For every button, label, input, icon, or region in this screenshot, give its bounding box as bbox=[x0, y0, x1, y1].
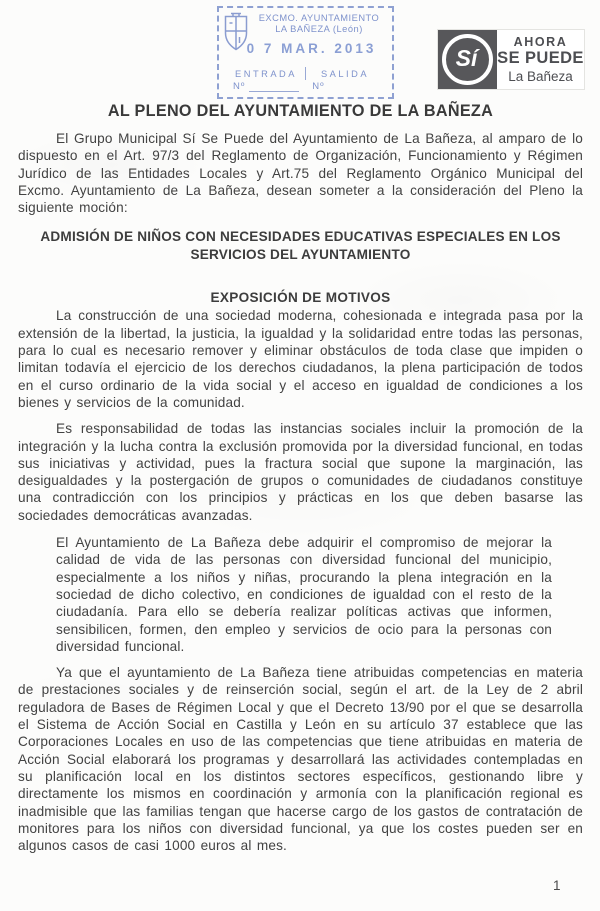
stamp-organization bbox=[249, 13, 389, 35]
stamp-entrada-number-label: Nº bbox=[233, 81, 246, 92]
stamp-entrada-label: ENTRADA bbox=[235, 68, 297, 79]
stamp-entrada-salida-row bbox=[227, 67, 384, 80]
si-badge-icon bbox=[438, 30, 497, 89]
logo-line-la-baneza: La Bañeza bbox=[508, 68, 573, 84]
document-title: AL PLENO DEL AYUNTAMIENTO DE LA BAÑEZA bbox=[107, 102, 494, 120]
motion-heading: ADMISIÓN DE NIÑOS CON NECESIDADES EDUCATIVAS ESPECIALES EN LOS SERVICIOS DEL AYUNTAMIENTO bbox=[40, 229, 561, 262]
logo-line-se-puede: SE PUEDE bbox=[497, 49, 584, 68]
stamp-entrada-number-blank bbox=[249, 82, 299, 92]
stamp-date: 0 7 MAR. 2013 bbox=[246, 41, 377, 56]
page-number: 1 bbox=[553, 878, 561, 893]
si-badge-circle bbox=[442, 34, 493, 85]
si-se-puede-logo bbox=[437, 29, 585, 90]
body-paragraph-2: Es responsabilidad de todas las instancias sociales incluir la promoción de la integración y la lucha contra la exclusión promovida por la diversidad funcional, en todas sus iniciativas y actividad, pues la fractura social que supone la marginación, las desigualdades y la postergación de grupos o comunidades de ciudadanos constituye una contradicción con los principios y prácticas en los que deben basarse las sociedades democráticas avanzadas. bbox=[18, 421, 583, 523]
stamp-org-line2: LA BAÑEZA (León) bbox=[275, 24, 363, 34]
body-paragraph-4: Ya que el ayuntamiento de La Bañeza tiene atribuidas competencias en materia de prestaciones sociales y de reinserción social, según el art. de la Ley de 2 abril reguladora de Bases de Régimen Local y que el Decreto 13/90 por el que se desarrolla el Sistema de Acción Social en Castilla y León en su artículo 37 establece que las Corporaciones Locales en uso de las competencias que tiene atribuidas en materia de Acción Social elaborará los programas y desarrollará las actividades contempladas en su planificación local en los distintos sectores específicos, gestionando libre y directamente los mismos en coordinación y armonía con la planificación regional es inadmisible que las familias tengan que hacerse cargo de los gastos de contratación de monitores para los niños con diversidad funcional, ya que los costes pueden ser en algunos casos de casi 1000 euros al mes. bbox=[18, 665, 583, 854]
body-paragraph-1: La construcción de una sociedad moderna, cohesionada e integrada pasa por la extensión de la libertad, la justicia, la igualdad y la solidaridad entre todas las personas, para lo cual es necesario remover y eliminar obstáculos de toda clase que impiden o limitan todavía el ejercicio de los derechos ciudadanos, la plena participación de todos en el curso ordinario de la vida social y el acceso en igualdad de condiciones a los bienes y servicios de la comunidad. bbox=[18, 308, 583, 410]
registry-stamp bbox=[217, 6, 394, 99]
si-badge-text: Sí bbox=[455, 45, 478, 71]
stamp-salida-number-label: Nº bbox=[312, 81, 325, 92]
section-heading: EXPOSICIÓN DE MOTIVOS bbox=[210, 290, 391, 306]
stamp-column-divider bbox=[305, 67, 306, 80]
logo-wordmark bbox=[497, 30, 584, 89]
document-body bbox=[18, 102, 583, 854]
stamp-number-row bbox=[233, 81, 384, 92]
stamp-salida-label: SALIDA bbox=[320, 68, 370, 79]
stamp-org-line1: EXCMO. AYUNTAMIENTO bbox=[258, 13, 380, 23]
body-paragraph-3: El Ayuntamiento de La Bañeza debe adquirir el compromiso de mejorar la calidad de vida de las personas con diversidad funcional del municipio, especialmente a los niños y niñas, procurando la plena integración en la sociedad de dicho colectivo, en condiciones de igualdad con el resto de la ciudadanía. Para ello se debería realizar políticas activas que informen, sensibilicen, formen, den empleo y servicios de ocio para la personas con diversidad funcional. bbox=[56, 535, 552, 654]
intro-paragraph: El Grupo Municipal Sí Se Puede del Ayuntamiento de La Bañeza, al amparo de lo dispuesto en el Art. 97/3 del Reglamento de Organización, Funcionamiento y Régimen Jurídico de las Entidades Locales y Art.75 del Reglamento Orgánico Municipal del Excmo. Ayuntamiento de La Bañeza, desean someter a la consideración del Pleno la siguiente moción: bbox=[18, 131, 583, 216]
logo-line-ahora: AHORA bbox=[513, 35, 568, 50]
